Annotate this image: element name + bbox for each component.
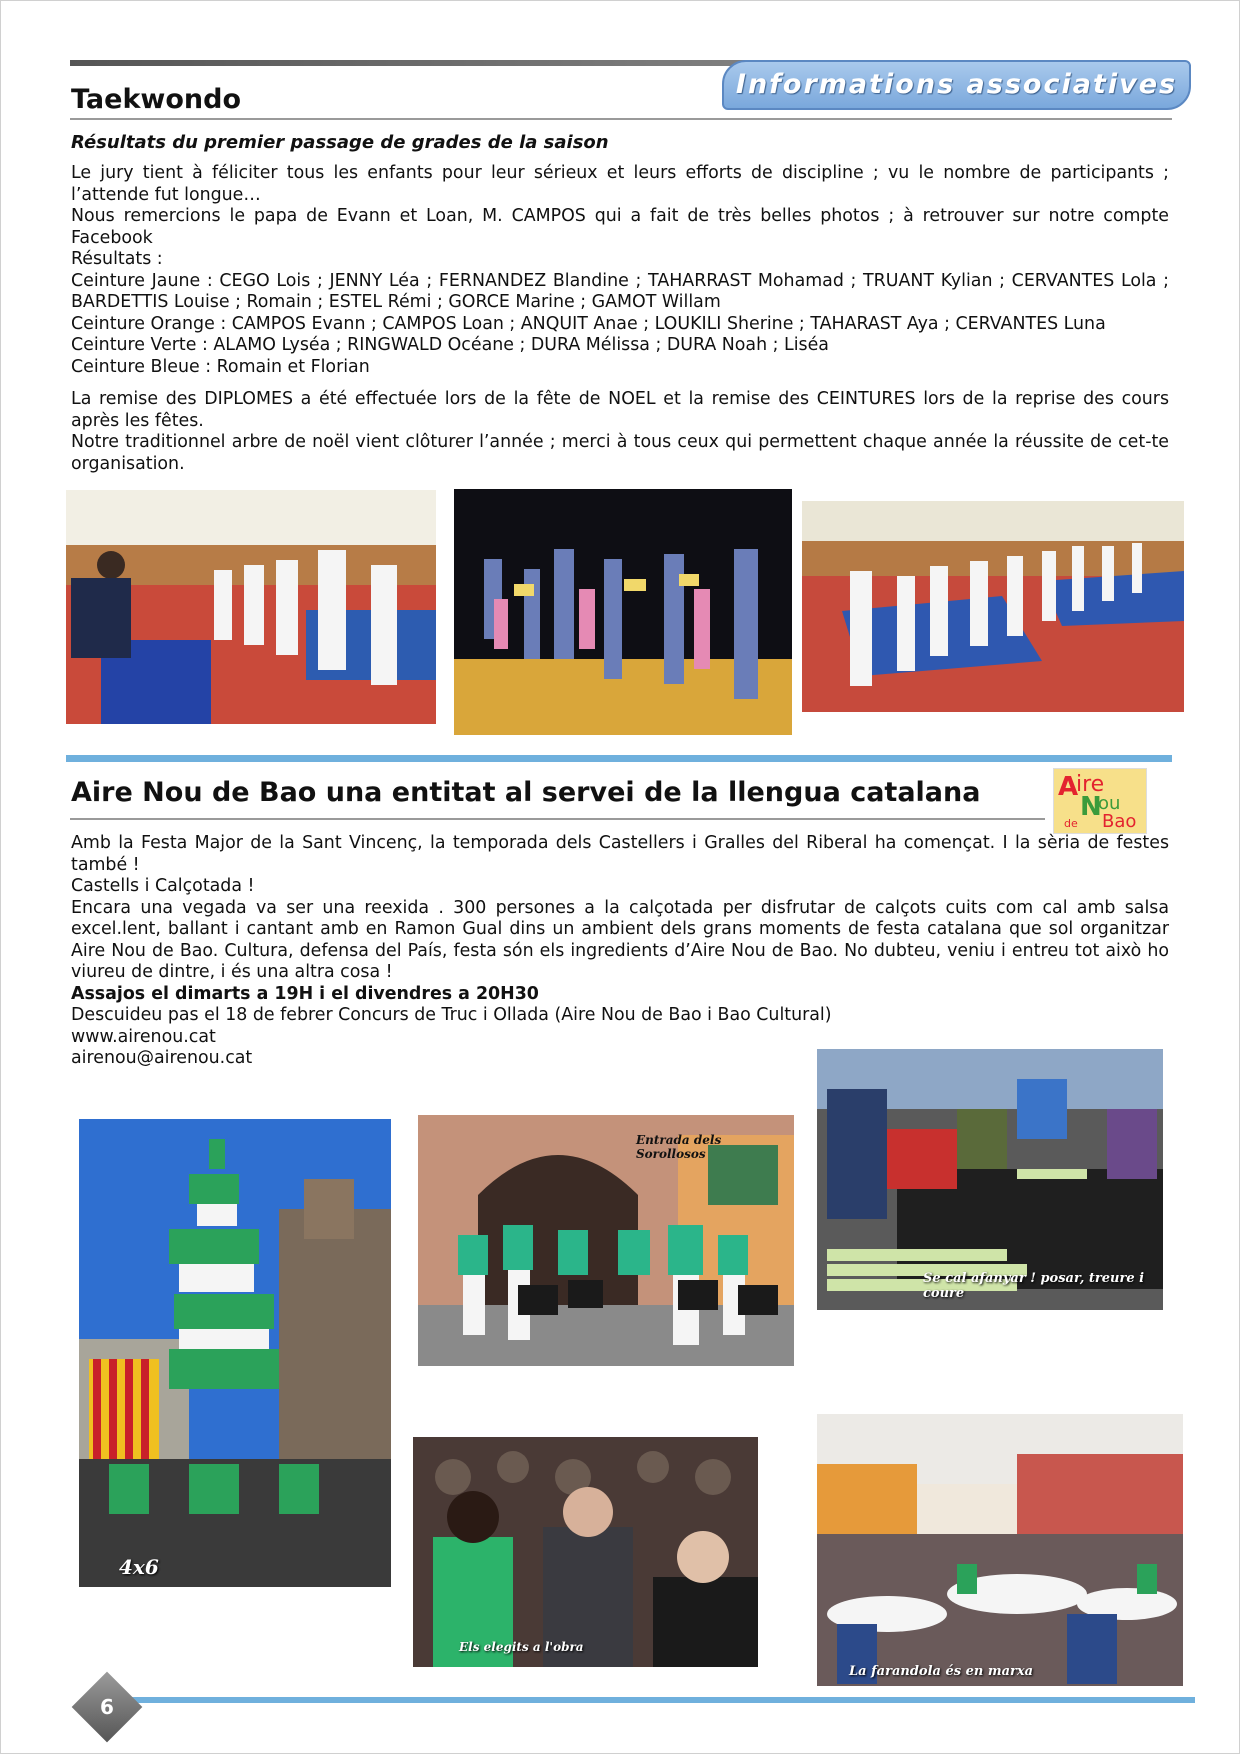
paragraph: Le jury tient à féliciter tous les enfants pour leur sérieux et leurs efforts de discipline ; vu le nombre de participants ; l’attende fut longue… xyxy=(71,163,1169,205)
schedule-text: Assajos el dimarts a 19H i el divendres a 20H30 xyxy=(71,983,539,1004)
paragraph: Ceinture Bleue : Romain et Florian xyxy=(71,356,370,377)
caption-elegits: Els elegits a l'obra xyxy=(459,1640,584,1654)
paragraph: Nous remercions le papa de Evann et Loan, M. CAMPOS qui a fait de très belles photos ; à retrouver sur notre compte Facebook xyxy=(71,206,1169,248)
page-number: 6 xyxy=(100,1695,114,1719)
svg-text:ou: ou xyxy=(1098,793,1121,814)
email-text: airenou@airenou.cat xyxy=(71,1048,253,1068)
paragraph: Ceinture Jaune : CEGO Lois ; JENNY Léa ; FERNANDEZ Blandine ; TAHARRAST Mohamad ; TRUANT Kylian ; CERVANTES Lola ; BARDETTIS Louise ; Romain ; ESTEL Rémi ; GORCE Marine ; GAMOT Willam xyxy=(71,270,1169,312)
svg-text:de: de xyxy=(1064,817,1078,830)
paragraph: Ceinture Verte : ALAMO Lyséa ; RINGWALD Océane ; DURA Mélissa ; DURA Noah ; Liséa xyxy=(71,335,829,355)
footer-rule xyxy=(130,1697,1195,1703)
photo-calcots xyxy=(817,1049,1163,1310)
airenou-text xyxy=(71,833,1169,1070)
paragraph: Résultats : xyxy=(71,249,163,269)
taekwondo-subtitle: Résultats du premier passage de grades de la saison xyxy=(71,132,609,153)
title-rule xyxy=(70,118,1172,120)
photo-farandola xyxy=(817,1414,1183,1686)
photo-elegits xyxy=(413,1437,758,1667)
section-banner xyxy=(722,60,1191,110)
paragraph: Descuideu pas el 18 de febrer Concurs de Truc i Ollada (Aire Nou de Bao i Bao Cultural) xyxy=(71,1005,832,1025)
photo-taekwondo-jury xyxy=(66,490,436,724)
airenou-logo xyxy=(1053,768,1147,834)
taekwondo-title: Taekwondo xyxy=(71,84,242,115)
airenou-title-rule xyxy=(70,818,1045,820)
taekwondo-text xyxy=(71,163,1169,378)
svg-text:Bao: Bao xyxy=(1102,811,1137,832)
photo-taekwondo-christmas xyxy=(454,489,792,735)
photo-taekwondo-line xyxy=(802,501,1184,712)
caption-farandola: La farandola és en marxa xyxy=(849,1664,1034,1679)
paragraph: Encara una vegada va ser una reexida . 300 persones a la calçotada per disfrutar de calçots cuits com cal amb salsa excel.lent, ballant i cantant amb en Ramon Gual dins un ambient dels grans moments de festa catalana que sol organitzar Aire Nou de Bao. Cultura, defensa del País, festa són els ingredients d’Aire Nou de Bao. No dubteu, veniu i entreu tot això ho viureu de dintre, i és una altra cosa ! xyxy=(71,897,1169,982)
airenou-title: Aire Nou de Bao una entitat al servei de la llengua catalana xyxy=(71,777,981,808)
photo-castells xyxy=(79,1119,391,1587)
caption-calcots: Se cal afanyar ! posar, treure i coure xyxy=(923,1271,1145,1301)
paragraph: Amb la Festa Major de la Sant Vincenç, la temporada dels Castellers i Gralles del Riberal ha començat. I la sèria de festes també ! xyxy=(71,833,1169,875)
svg-text:ire: ire xyxy=(1076,772,1105,797)
paragraph: Castells i Calçotada ! xyxy=(71,876,255,896)
paragraph: Ceinture Orange : CAMPOS Evann ; CAMPOS Loan ; ANQUIT Anae ; LOUKILI Sherine ; TAHARAST Aya ; CERVANTES Luna xyxy=(71,313,1106,334)
banner-text: Informations associatives xyxy=(735,69,1178,100)
caption-sorollosos: Entrada dels Sorollosos xyxy=(636,1133,722,1161)
svg-text:N: N xyxy=(1080,792,1102,822)
photo-sorollosos xyxy=(418,1115,794,1366)
caption-castells: 4x6 xyxy=(119,1555,159,1579)
paragraph: Notre traditionnel arbre de noël vient clôturer l’année ; merci à tous ceux qui permettent chaque année la réussite de cet-te organisation. xyxy=(71,432,1169,474)
website-text: www.airenou.cat xyxy=(71,1026,216,1047)
taekwondo-text-2 xyxy=(71,389,1169,475)
svg-text:A: A xyxy=(1058,772,1079,802)
paragraph: La remise des DIPLOMES a été effectuée lors de la fête de NOEL et la remise des CEINTURES lors de la reprise des cours après les fêtes. xyxy=(71,389,1169,431)
airenou-logo-graphic xyxy=(1054,769,1146,833)
section-divider xyxy=(66,755,1172,762)
page-number-badge xyxy=(72,1672,142,1742)
